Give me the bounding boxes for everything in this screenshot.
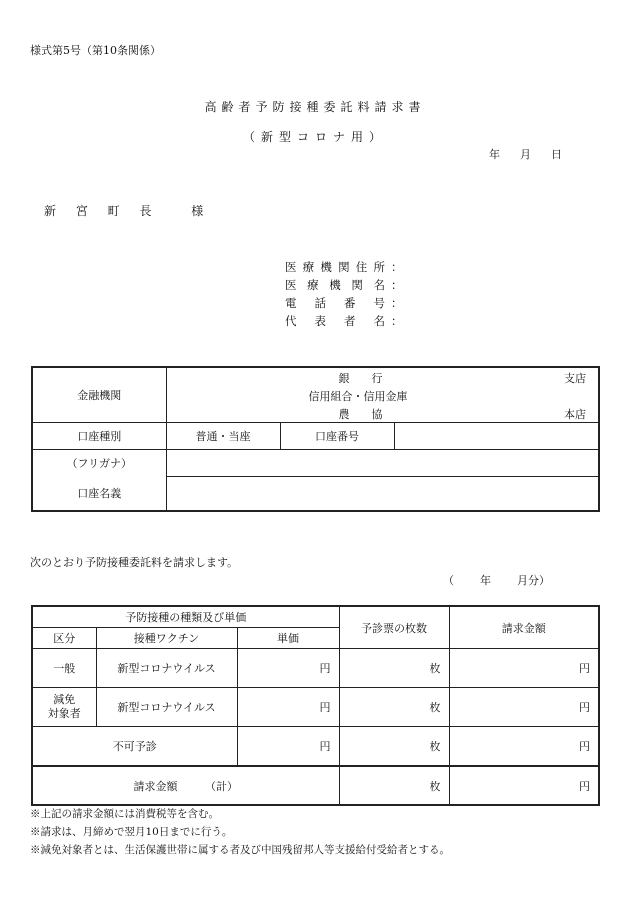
note-deadline: ※請求は、月締めで翌月10日までに行う。: [30, 826, 233, 838]
colon: ：: [391, 260, 403, 274]
date-month: 月: [520, 148, 531, 161]
form-number: 様式第5号（第10条関係）: [30, 44, 161, 57]
date-day: 日: [551, 148, 562, 161]
phone-row: [285, 295, 403, 311]
sheet-count-field[interactable]: 枚: [339, 727, 449, 767]
row-category: 減免 対象者: [32, 688, 96, 727]
account-holder-label: 口座名義: [32, 476, 166, 511]
total-label: 請求金額 （計）: [32, 766, 339, 805]
bank-line: 銀 行: [338, 372, 383, 385]
document-subtitle: （新型コロナ用）: [242, 130, 387, 144]
header-amount: 請求金額: [449, 606, 599, 649]
table-row: [32, 688, 599, 727]
phone-label: 電話番号: [285, 296, 385, 310]
colon: ：: [391, 296, 403, 310]
furigana-label: （フリガナ）: [32, 450, 166, 477]
unit-price-field[interactable]: 円: [237, 649, 339, 688]
row-vaccine: 新型コロナウイルス: [96, 649, 237, 688]
fee-table: [31, 605, 600, 806]
colon: ：: [391, 278, 403, 292]
header-sheet-count: 予診票の枚数: [339, 606, 449, 649]
account-type-value[interactable]: 普通・当座: [166, 423, 280, 450]
header-category: 区分: [32, 628, 96, 649]
amount-field[interactable]: 円: [449, 727, 599, 767]
institution-name-label: 医療機関名: [285, 278, 385, 292]
unit-price-field[interactable]: 円: [237, 727, 339, 767]
sheet-count-field[interactable]: 枚: [339, 688, 449, 727]
table-row: [32, 649, 599, 688]
period-open: （: [443, 574, 454, 587]
document-title: 高齢者予防接種委託料請求書: [204, 100, 426, 114]
total-sheet-count-field[interactable]: 枚: [339, 766, 449, 805]
sheet-count-field[interactable]: 枚: [339, 649, 449, 688]
period-month: 月分）: [517, 574, 550, 587]
period-year: 年: [480, 574, 491, 587]
institution-address-label: 医療機関住所: [285, 260, 385, 274]
request-statement: 次のとおり予防接種委託料を請求します。: [30, 556, 239, 569]
agri-coop-line: 農 協: [338, 408, 383, 421]
financial-institution-field[interactable]: [166, 367, 599, 423]
account-number-label: 口座番号: [280, 423, 394, 450]
colon: ：: [391, 314, 403, 328]
representative-label: 代表者名: [285, 314, 385, 328]
institution-name-row: [285, 277, 403, 293]
account-type-label: 口座種別: [32, 423, 166, 450]
row-vaccine: 新型コロナウイルス: [96, 688, 237, 727]
bank-account-table: [31, 366, 600, 512]
billing-period: [443, 572, 550, 588]
ineligible-label: 不可予診: [32, 727, 237, 767]
furigana-field[interactable]: [166, 450, 599, 477]
branch-label: 支店: [564, 372, 586, 385]
row-category: 一般: [32, 649, 96, 688]
unit-price-field[interactable]: 円: [237, 688, 339, 727]
date-year: 年: [489, 148, 500, 161]
account-holder-field[interactable]: [166, 476, 599, 511]
header-unit-price: 単価: [237, 628, 339, 649]
date-line: [489, 146, 562, 162]
header-group: 予防接種の種類及び単価: [32, 606, 339, 628]
total-amount-field[interactable]: 円: [449, 766, 599, 805]
addressee: 新 宮 町 長 様: [44, 204, 212, 218]
financial-institution-label: 金融機関: [32, 367, 166, 423]
note-exemption: ※減免対象者とは、生活保護世帯に属する者及び中国残留邦人等支援給付受給者とする。: [30, 844, 450, 856]
credit-union-line: 信用組合・信用金庫: [308, 390, 408, 403]
institution-address-row: [285, 259, 403, 275]
table-row: [32, 727, 599, 767]
note-tax: ※上記の請求金額には消費税等を含む。: [30, 808, 219, 820]
main-branch-label: 本店: [564, 408, 586, 421]
amount-field[interactable]: 円: [449, 688, 599, 727]
amount-field[interactable]: 円: [449, 649, 599, 688]
header-vaccine: 接種ワクチン: [96, 628, 237, 649]
representative-row: [285, 313, 403, 329]
account-number-field[interactable]: [394, 423, 599, 450]
total-row: [32, 766, 599, 805]
